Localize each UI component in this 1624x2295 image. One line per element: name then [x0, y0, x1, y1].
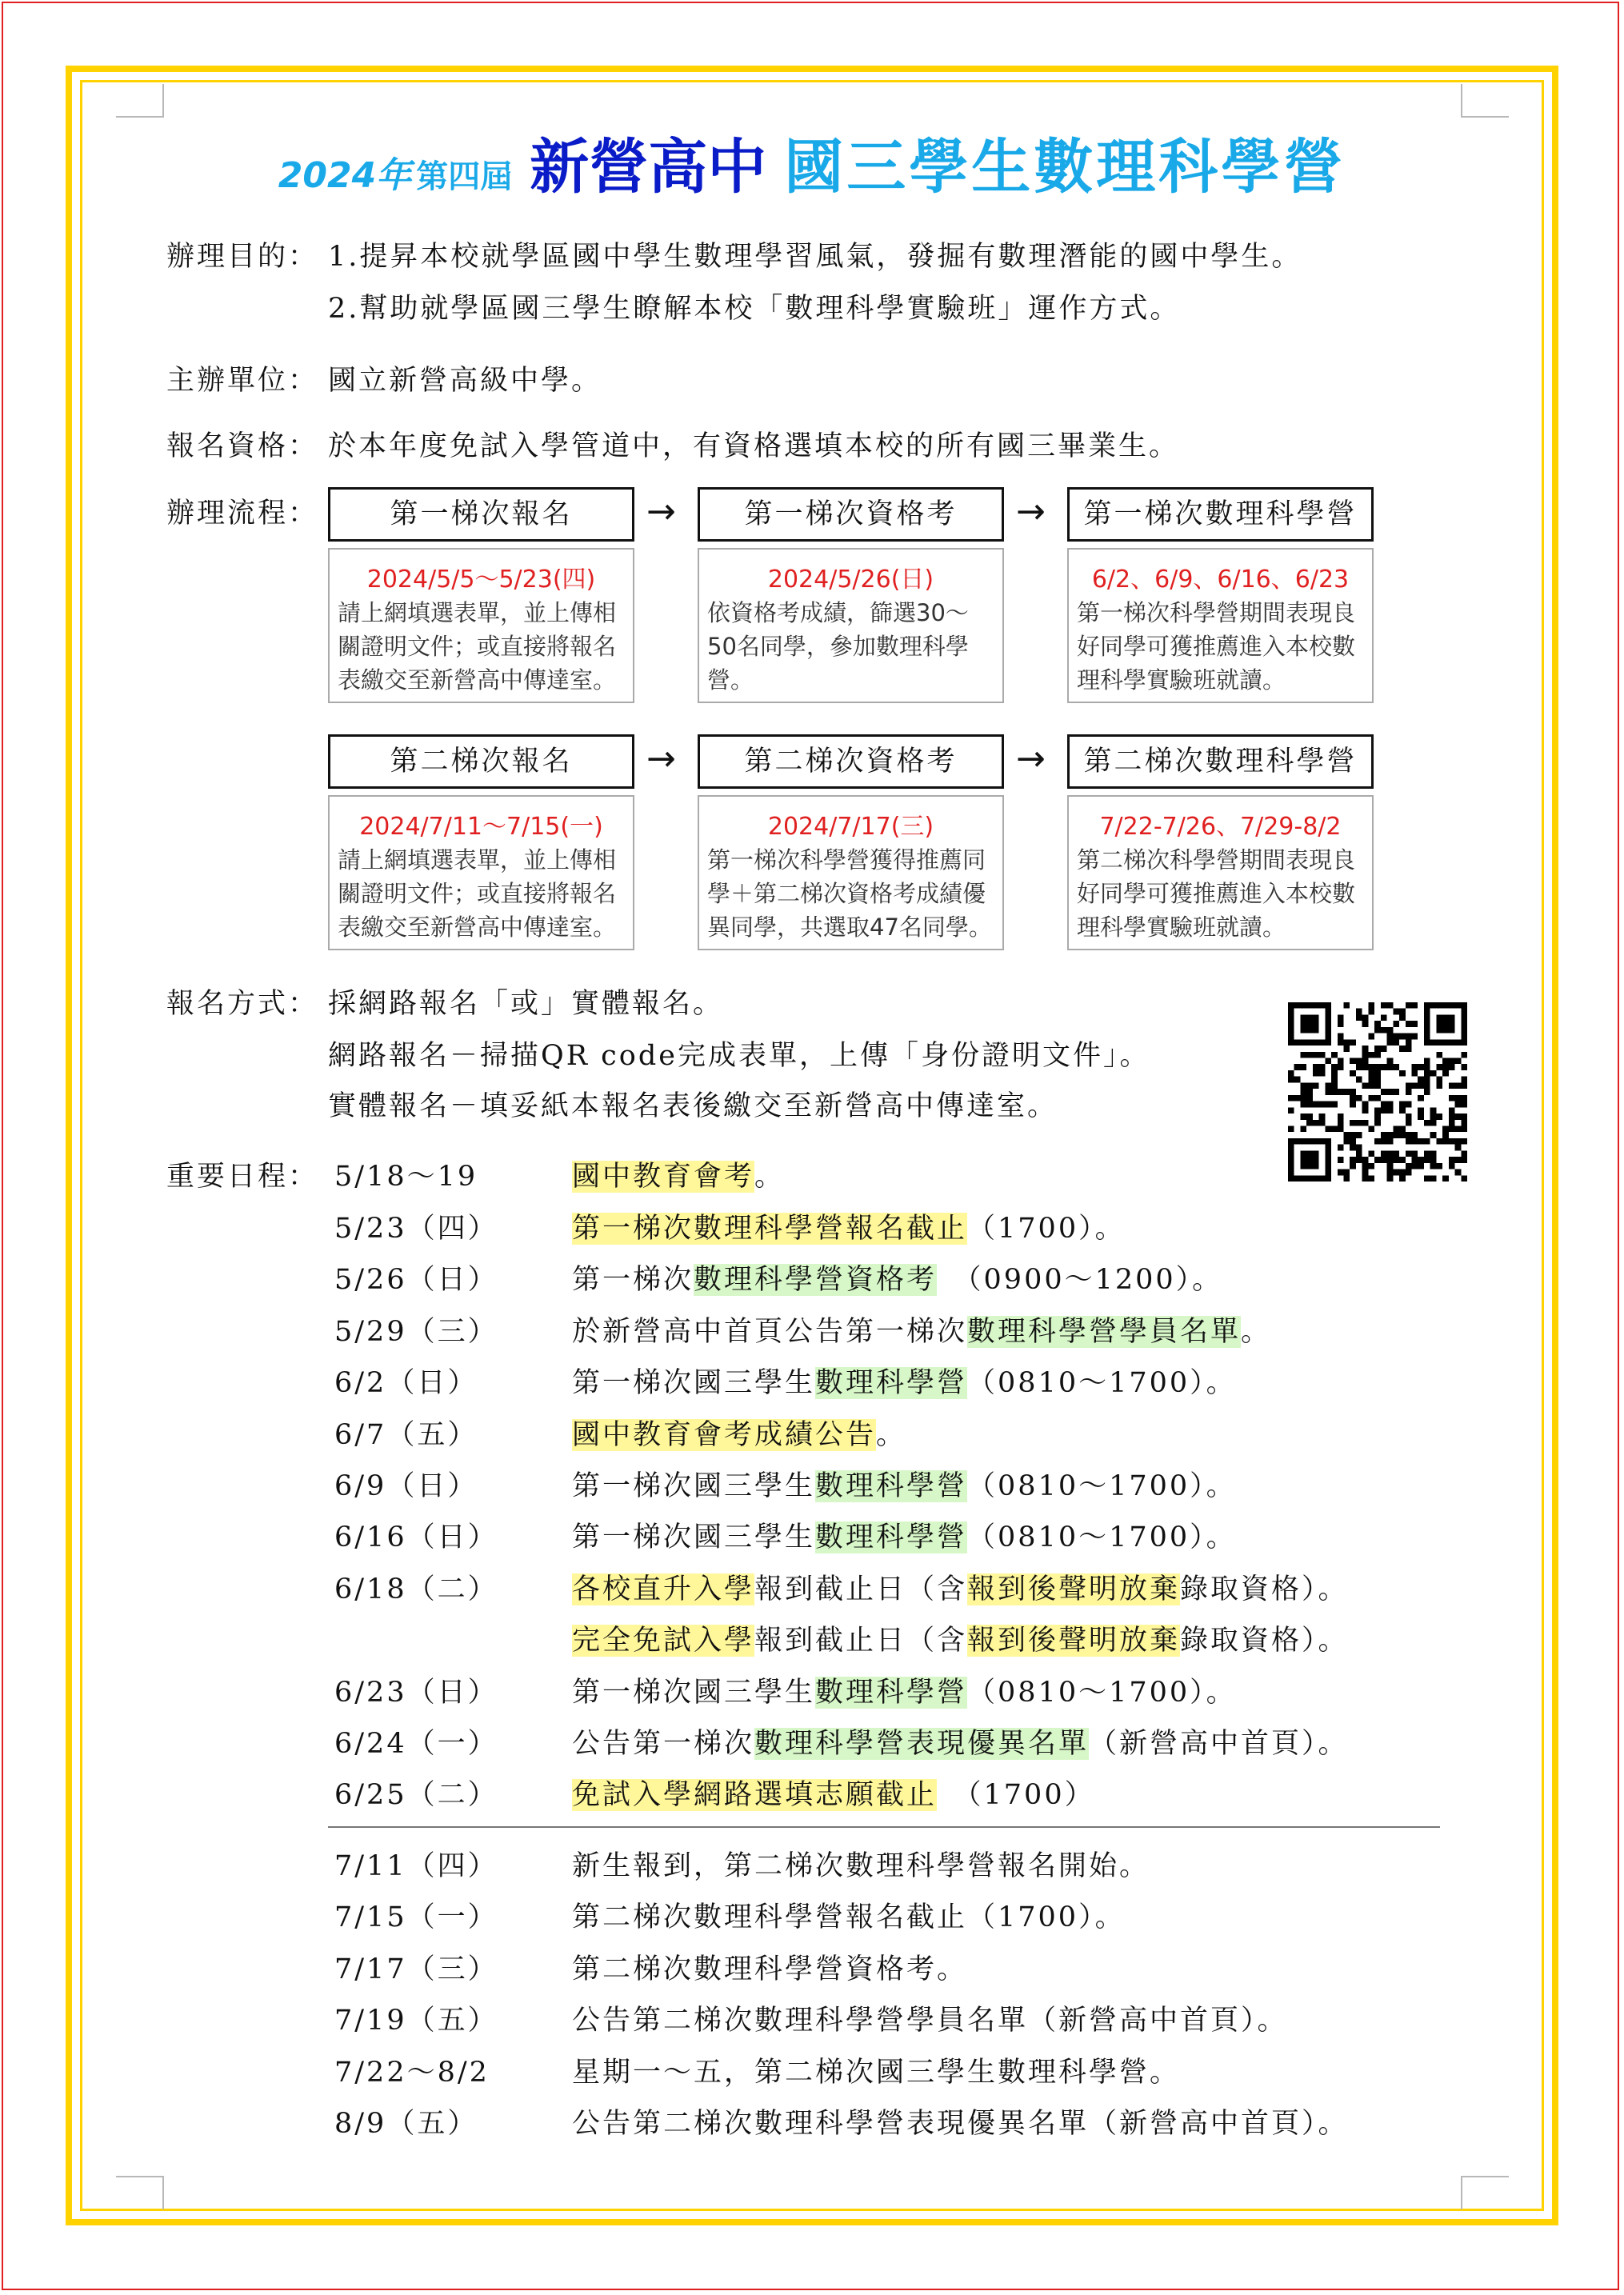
highlighted-text: 報到後聲明放棄 — [967, 1573, 1181, 1605]
flow-arrow: → — [646, 491, 676, 532]
highlighted-text: 國中教育會考成績公告 — [572, 1419, 877, 1451]
corner-mark — [116, 2176, 164, 2209]
schedule-text-part: （0900～1200）。 — [937, 1264, 1223, 1296]
schedule-divider — [328, 1826, 1440, 1828]
organizer-label: 主辦單位： — [166, 365, 319, 397]
schedule-text — [572, 1567, 1349, 1607]
schedule-text — [572, 2050, 1180, 2090]
flow-head-2-2: 第二梯次資格考 — [698, 734, 1004, 789]
process-label: 辦理流程： — [166, 498, 319, 530]
qr-code-icon[interactable] — [1288, 1002, 1467, 1181]
flow-desc: 依資格考成績，篩選30～50名同學，參加數理科學營。 — [707, 599, 969, 694]
schedule-date: 7/15（一） — [334, 1901, 498, 1933]
purpose-line-1: 1.提昇本校就學區國中學生數理學習風氣，發掘有數理潛能的國中學生。 — [328, 241, 1302, 273]
flow-box-2-1 — [328, 795, 634, 950]
schedule-label: 重要日程： — [166, 1161, 319, 1193]
schedule-text-part: （1700）。 — [967, 1213, 1126, 1245]
organizer-value: 國立新營高級中學。 — [328, 365, 602, 397]
schedule-date: 6/9（日） — [334, 1470, 478, 1502]
schedule-text — [572, 1670, 1237, 1710]
highlighted-text: 報到後聲明放棄 — [967, 1625, 1181, 1657]
flow-head-1-2: 第一梯次資格考 — [698, 487, 1004, 542]
highlighted-text: 數理科學營表現優異名單 — [754, 1728, 1090, 1760]
flow-box-1-3 — [1067, 548, 1374, 703]
flow-arrow: → — [646, 738, 676, 779]
flow-head-1-3: 第一梯次數理科學營 — [1067, 487, 1374, 542]
schedule-text-part: 星期一～五，第二梯次國三學生數理科學營。 — [572, 2057, 1181, 2089]
schedule-date: 6/23（日） — [334, 1677, 498, 1709]
schedule-date: 7/19（五） — [334, 2005, 498, 2037]
schedule-text-part: 第一梯次國三學生 — [572, 1677, 816, 1709]
flow-desc: 請上網填選表單，並上傳相關證明文件；或直接將報名表繳交至新營高中傳達室。 — [338, 599, 617, 694]
purpose-label: 辦理目的： — [166, 241, 319, 273]
highlighted-text: 數理科學營學員名單 — [967, 1316, 1242, 1348]
flow-box-2-3 — [1067, 795, 1374, 950]
flow-desc: 第一梯次科學營期間表現良好同學可獲推薦進入本校數理科學實驗班就讀。 — [1077, 599, 1356, 694]
schedule-date: 5/26（日） — [334, 1264, 498, 1296]
schedule-text-part: （1700） — [937, 1779, 1095, 1811]
highlighted-text: 數理科學營 — [815, 1521, 968, 1553]
corner-mark — [1461, 84, 1509, 118]
flow-head-2-1: 第二梯次報名 — [328, 734, 634, 789]
schedule-date: 7/22～8/2 — [334, 2057, 490, 2089]
schedule-date: 7/17（三） — [334, 1953, 498, 1985]
schedule-text — [572, 1309, 1271, 1349]
flow-box-1-1 — [328, 548, 634, 703]
schedule-text-part: 第一梯次國三學生 — [572, 1470, 816, 1502]
schedule-text — [572, 1895, 1126, 1935]
schedule-text-part: 公告第二梯次數理科學營學員名單（新營高中首頁）。 — [572, 2005, 1288, 2037]
title-school: 新營高中 — [530, 133, 767, 202]
schedule-text-part: 第二梯次數理科學營報名截止（1700）。 — [572, 1901, 1126, 1933]
flow-desc: 第二梯次科學營期間表現良好同學可獲推薦進入本校數理科學實驗班就讀。 — [1077, 846, 1356, 941]
schedule-text-part: （0810～1700）。 — [967, 1367, 1237, 1399]
schedule-date: 7/11（四） — [334, 1850, 498, 1882]
schedule-text-part: （0810～1700）。 — [967, 1521, 1237, 1553]
schedule-text — [572, 1947, 967, 1987]
schedule-text — [572, 1361, 1237, 1401]
schedule-date: 8/9（五） — [334, 2108, 478, 2140]
schedule-text-part: 新生報到，第二梯次數理科學營報名開始。 — [572, 1850, 1150, 1882]
registration-line-3: 實體報名－填妥紙本報名表後繳交至新營高中傳達室。 — [328, 1090, 1058, 1122]
schedule-text — [572, 1844, 1150, 1884]
registration-line-1: 採網路報名「或」實體報名。 — [328, 988, 724, 1020]
schedule-text-part: 。 — [876, 1419, 907, 1451]
schedule-date: 6/18（二） — [334, 1573, 498, 1605]
schedule-text-part: 第一梯次國三學生 — [572, 1367, 816, 1399]
registration-label: 報名方式： — [166, 988, 319, 1020]
flow-date: 6/2、6/9、6/16、6/23 — [1091, 566, 1350, 594]
schedule-text — [572, 1413, 906, 1453]
highlighted-text: 數理科學營 — [815, 1470, 968, 1502]
schedule-text — [572, 1773, 1095, 1813]
schedule-text-part: 報到截止日（含 — [754, 1573, 968, 1605]
schedule-text-part: 公告第一梯次 — [572, 1728, 755, 1760]
flow-head-1-1: 第一梯次報名 — [328, 487, 634, 542]
schedule-text-part: 。 — [754, 1161, 786, 1193]
schedule-date: 6/2（日） — [334, 1367, 478, 1399]
flow-date: 2024/5/5～5/23(四) — [366, 566, 596, 594]
highlighted-text: 數理科學營資格考 — [694, 1264, 938, 1296]
purpose-line-2: 2.幫助就學區國三學生瞭解本校「數理科學實驗班」運作方式。 — [328, 293, 1181, 325]
schedule-text-part: 錄取資格）。 — [1180, 1573, 1349, 1605]
flow-date: 2024/7/11～7/15(一) — [359, 813, 603, 841]
page-title — [0, 120, 1624, 205]
schedule-text — [572, 1618, 1349, 1658]
schedule-text-part: 第一梯次國三學生 — [572, 1521, 816, 1553]
highlighted-text: 數理科學營 — [815, 1367, 968, 1399]
schedule-text — [572, 1464, 1237, 1504]
flow-desc: 請上網填選表單，並上傳相關證明文件；或直接將報名表繳交至新營高中傳達室。 — [338, 846, 617, 941]
highlighted-text: 免試入學網路選填志願截止 — [572, 1779, 938, 1811]
highlighted-text: 數理科學營 — [815, 1677, 968, 1709]
schedule-date: 6/16（日） — [334, 1521, 498, 1553]
flow-date: 7/22-7/26、7/29-8/2 — [1099, 813, 1342, 841]
title-year: 2024年 — [278, 155, 412, 196]
schedule-text-part: 錄取資格）。 — [1180, 1625, 1349, 1657]
schedule-date: 5/29（三） — [334, 1316, 498, 1348]
schedule-text — [572, 1998, 1288, 2038]
corner-mark — [116, 84, 164, 118]
flow-arrow: → — [1016, 738, 1046, 779]
schedule-text — [572, 1257, 1222, 1297]
flow-arrow: → — [1016, 491, 1046, 532]
flow-head-2-3: 第二梯次數理科學營 — [1067, 734, 1374, 789]
highlighted-text: 國中教育會考 — [572, 1161, 755, 1193]
schedule-date: 5/23（四） — [334, 1213, 498, 1245]
corner-mark — [1461, 2176, 1509, 2209]
schedule-date: 6/25（二） — [334, 1779, 498, 1811]
schedule-text-part: （0810～1700）。 — [967, 1677, 1237, 1709]
schedule-text-part: 第二梯次數理科學營資格考。 — [572, 1953, 968, 1985]
flow-desc: 第一梯次科學營獲得推薦同學＋第二梯次資格考成績優異同學，共選取47名同學。 — [707, 846, 992, 941]
schedule-text-part: 於新營高中首頁公告第一梯次 — [572, 1316, 968, 1348]
highlighted-text: 各校直升入學 — [572, 1573, 755, 1605]
registration-line-2: 網路報名－掃描QR code完成表單，上傳「身份證明文件」。 — [328, 1040, 1150, 1072]
schedule-text-part: 公告第二梯次數理科學營表現優異名單（新營高中首頁）。 — [572, 2108, 1349, 2140]
flow-date: 2024/7/17(三) — [767, 813, 934, 841]
schedule-text-part: 第一梯次 — [572, 1264, 694, 1296]
flow-box-1-2 — [698, 548, 1004, 703]
schedule-text — [572, 1154, 785, 1194]
schedule-text — [572, 1721, 1349, 1761]
schedule-text — [572, 1206, 1126, 1246]
highlighted-text: 完全免試入學 — [572, 1625, 755, 1657]
eligibility-value: 於本年度免試入學管道中，有資格選填本校的所有國三畢業生。 — [328, 430, 1180, 462]
eligibility-label: 報名資格： — [166, 430, 319, 462]
schedule-text — [572, 2101, 1349, 2141]
schedule-date: 6/7（五） — [334, 1419, 478, 1451]
schedule-date: 5/18～19 — [334, 1161, 478, 1193]
highlighted-text: 第一梯次數理科學營報名截止 — [572, 1213, 968, 1245]
schedule-date: 6/24（一） — [334, 1728, 498, 1760]
schedule-text-part: 。 — [1241, 1316, 1272, 1348]
flow-box-2-2 — [698, 795, 1004, 950]
schedule-text-part: （新營高中首頁）。 — [1089, 1728, 1349, 1760]
schedule-text — [572, 1515, 1237, 1555]
title-camp: 國三學生數理科學營 — [784, 133, 1346, 202]
schedule-text-part: （0810～1700）。 — [967, 1470, 1237, 1502]
title-edition: 第四屆 — [416, 158, 513, 195]
schedule-text-part: 報到截止日（含 — [754, 1625, 968, 1657]
flow-date: 2024/5/26(日) — [767, 566, 934, 594]
